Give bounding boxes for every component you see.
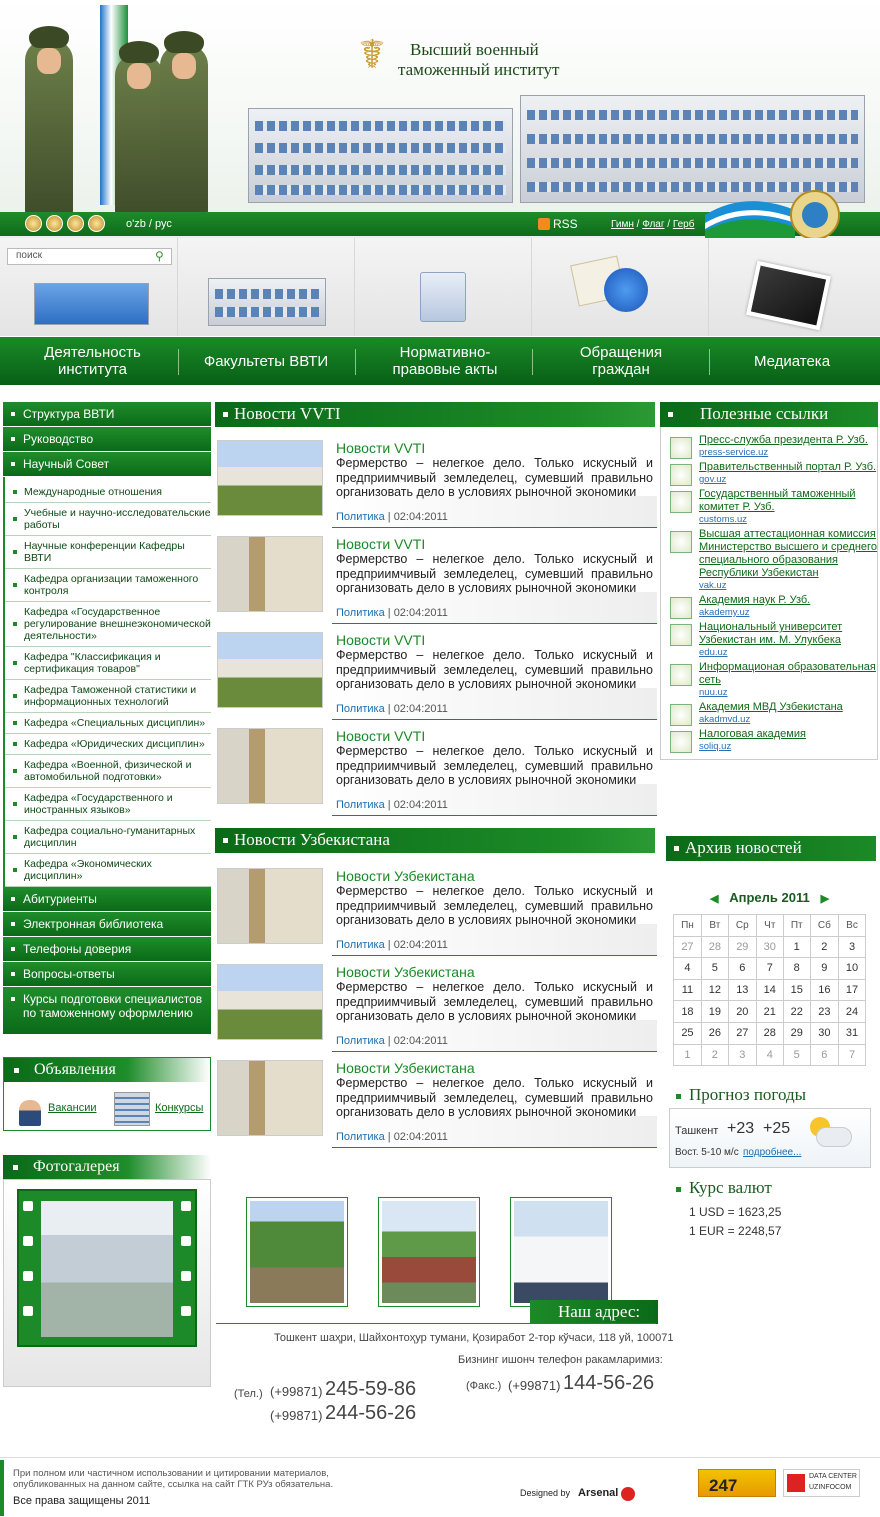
- phones-label: Бизнинг ишонч телефон ракамларимиз:: [458, 1354, 663, 1366]
- calendar-day[interactable]: 1: [783, 936, 810, 958]
- calendar-day[interactable]: 7: [839, 1044, 866, 1066]
- weather-widget: [669, 1108, 871, 1168]
- calendar-day[interactable]: 28: [756, 1022, 783, 1044]
- site-title-line1: Высший военный: [410, 40, 539, 59]
- weather-more-link[interactable]: подробнее...: [743, 1147, 802, 1158]
- media-cell: [709, 238, 880, 336]
- leftnav-sub-item[interactable]: Кафедра "Классификация и сертификация товаров": [5, 647, 211, 680]
- left-nav: [3, 402, 211, 1035]
- search-icon[interactable]: ⚲: [155, 249, 164, 263]
- calendar-header: [673, 890, 866, 914]
- news-title[interactable]: Новости Узбекистана: [336, 964, 475, 980]
- appeals-icon[interactable]: [604, 268, 648, 312]
- news-category[interactable]: Политика: [336, 607, 385, 619]
- counter-value: 247: [709, 1476, 738, 1495]
- news-uz-title: Новости Узбекистана: [215, 828, 655, 853]
- state-emblem-icon: [705, 185, 880, 238]
- leftnav-sub-item[interactable]: Кафедра «Экономических дисциплин»: [5, 854, 211, 887]
- news-thumbnail[interactable]: [217, 1060, 323, 1136]
- calendar-day[interactable]: 5: [783, 1044, 810, 1066]
- news-category[interactable]: Политика: [336, 511, 385, 523]
- main-nav: [0, 337, 880, 385]
- flag-link[interactable]: Флаг: [642, 219, 665, 230]
- contests-link[interactable]: Конкурсы: [155, 1102, 204, 1114]
- calendar-day[interactable]: 19: [701, 1001, 728, 1023]
- nav-normative[interactable]: Нормативно-правовые акты: [392, 344, 498, 378]
- calendar-day-header: Пт: [783, 915, 810, 937]
- calendar-day-header: Сб: [810, 915, 838, 937]
- news-date: 02:04:2011: [393, 799, 448, 811]
- news-date: 02:04:2011: [393, 511, 448, 523]
- calendar-day[interactable]: 20: [728, 1001, 756, 1023]
- calendar-day[interactable]: 29: [728, 936, 756, 958]
- calendar-day[interactable]: 2: [701, 1044, 728, 1066]
- designed-by: Designed by: [520, 1488, 571, 1498]
- calendar-day[interactable]: 8: [783, 958, 810, 980]
- weather-city: Ташкент: [675, 1125, 719, 1137]
- calendar-grid: [673, 914, 866, 1066]
- leftnav-sub-item[interactable]: Кафедра организации таможенного контроля: [5, 569, 211, 602]
- useful-link[interactable]: Государственный таможенный комитет Р. Узб. customs.uz: [661, 488, 877, 525]
- calendar-day[interactable]: 28: [701, 936, 728, 958]
- news-calendar: [673, 890, 866, 1066]
- calendar-day[interactable]: 4: [674, 958, 702, 980]
- icon-row: [0, 238, 880, 336]
- uzinfocom-badge[interactable]: [783, 1469, 860, 1497]
- news-thumbnail[interactable]: [217, 964, 323, 1040]
- rss-link[interactable]: RSS: [538, 217, 578, 231]
- symbols-links: Гимн / Флаг / Герб: [611, 219, 695, 230]
- counter-widget[interactable]: [698, 1469, 776, 1497]
- tel-code: (+99871): [270, 1408, 323, 1423]
- calendar-day[interactable]: 30: [810, 1022, 838, 1044]
- calendar-day-header: Вс: [839, 915, 866, 937]
- leftnav-sub-item[interactable]: Кафедра «Государственного и иностранных языков»: [5, 788, 211, 821]
- calendar-day[interactable]: 26: [701, 1022, 728, 1044]
- leftnav-faq[interactable]: Вопросы-ответы: [3, 962, 211, 987]
- calendar-day[interactable]: 4: [756, 1044, 783, 1066]
- useful-link[interactable]: Налоговая академия soliq.uz: [661, 728, 877, 752]
- datacenter-label: DATA CENTER: [809, 1473, 857, 1480]
- calendar-day[interactable]: 9: [810, 958, 838, 980]
- news-text: Фермерство – нелегкое дело. Только искусный и предприимчивый земледелец, сумевший правильно организовать дело в условиях рыночной экономики: [336, 884, 653, 927]
- faculties-icon[interactable]: [208, 278, 326, 326]
- header: [0, 0, 880, 238]
- tel-1: 245-59-86: [325, 1378, 417, 1400]
- calendar-day[interactable]: 3: [728, 1044, 756, 1066]
- news-text: Фермерство – нелегкое дело. Только искусный и предприимчивый земледелец, сумевший правильно организовать дело в условиях рыночной экономики: [336, 980, 653, 1023]
- emblem-icon: [670, 731, 692, 753]
- calendar-day[interactable]: 11: [674, 979, 702, 1001]
- calendar-day[interactable]: 18: [674, 1001, 702, 1023]
- useful-link[interactable]: Национальный университет Узбекистан им. М. Улукбека edu.uz: [661, 621, 877, 658]
- faculties-cell: [178, 238, 355, 336]
- photo-gallery: [3, 1155, 211, 1387]
- news-category[interactable]: Политика: [336, 1035, 385, 1047]
- rss-icon: [538, 218, 550, 230]
- news-thumbnail[interactable]: [217, 728, 323, 804]
- emblem-icon: [670, 437, 692, 459]
- leftnav-sub-item[interactable]: Кафедра «Специальных дисциплин»: [5, 713, 211, 734]
- calendar-day[interactable]: 7: [756, 958, 783, 980]
- calendar-day[interactable]: 29: [783, 1022, 810, 1044]
- designer-brand[interactable]: Arsenal: [578, 1487, 619, 1499]
- search-input[interactable]: поиск: [7, 248, 172, 265]
- soldiers-image: [20, 5, 200, 215]
- emblem-icon: [670, 531, 692, 553]
- leftnav-sub-item[interactable]: Кафедра Таможенной статистики и информационных технологий: [5, 680, 211, 713]
- gallery-photo-frame[interactable]: [17, 1189, 197, 1347]
- sitemap-icon[interactable]: [67, 215, 84, 232]
- news-category[interactable]: Политика: [336, 939, 385, 951]
- news-category[interactable]: Политика: [336, 703, 385, 715]
- calendar-day[interactable]: 27: [728, 1022, 756, 1044]
- activity-icon[interactable]: [34, 283, 149, 325]
- news-item[interactable]: [215, 628, 657, 720]
- news-item[interactable]: [215, 1056, 657, 1148]
- uzinfocom-logo-icon: [787, 1474, 805, 1492]
- arsenal-logo-icon: [621, 1487, 635, 1501]
- news-title[interactable]: Новости VVTI: [336, 536, 426, 552]
- calendar-day[interactable]: 17: [839, 979, 866, 1001]
- leftnav-sub-item[interactable]: Научные конференции Кафедры ВВТИ: [5, 536, 211, 569]
- search-cell: [0, 238, 178, 336]
- news-date: 02:04:2011: [393, 939, 448, 951]
- calendar-day[interactable]: 1: [674, 1044, 702, 1066]
- footer-note: При полном или частичном использовании и цитировании материалов, опубликованных на данном сайте, ссылка на сайт ГТК РУз обязательна.: [13, 1468, 334, 1490]
- news-text: Фермерство – нелегкое дело. Только искусный и предприимчивый земледелец, сумевший правильно организовать дело в условиях рыночной экономики: [336, 648, 653, 691]
- leftnav-sub-item[interactable]: Международные отношения: [5, 482, 211, 503]
- emblem-icon: [670, 464, 692, 486]
- weather-title: Прогноз погоды: [676, 1085, 806, 1105]
- calendar-day[interactable]: 21: [756, 1001, 783, 1023]
- news-date: 02:04:2011: [393, 607, 448, 619]
- news-meta: Политика | 02:04:2011: [336, 799, 448, 811]
- news-title[interactable]: Новости VVTI: [336, 440, 426, 456]
- calendar-day[interactable]: 2: [810, 936, 838, 958]
- footer-rights: Все права защищены 2011: [13, 1495, 151, 1507]
- gallery-thumbnail[interactable]: [510, 1197, 612, 1307]
- footer: [0, 1457, 880, 1517]
- news-thumbnail[interactable]: [217, 440, 323, 516]
- emblem-icon: [670, 597, 692, 619]
- nav-appeals[interactable]: Обращения граждан: [579, 344, 663, 378]
- useful-link[interactable]: Академия наук Р. Узб. akademy.uz: [661, 594, 877, 618]
- appeals-cell: [532, 238, 709, 336]
- leftnav-management[interactable]: Руководство: [3, 427, 211, 452]
- calendar-day[interactable]: 15: [783, 979, 810, 1001]
- news-text: Фермерство – нелегкое дело. Только искусный и предприимчивый земледелец, сумевший правильно организовать дело в условиях рыночной экономики: [336, 552, 653, 595]
- news-item[interactable]: [215, 436, 657, 528]
- news-vvti-title: Новости VVTI: [215, 402, 655, 427]
- next-month-icon[interactable]: ▶: [820, 893, 830, 905]
- news-meta: Политика | 02:04:2011: [336, 1035, 448, 1047]
- news-meta: Политика | 02:04:2011: [336, 939, 448, 951]
- news-title[interactable]: Новости Узбекистана: [336, 868, 475, 884]
- news-meta: Политика | 02:04:2011: [336, 1131, 448, 1143]
- contacts-icon[interactable]: [88, 215, 105, 232]
- news-item[interactable]: [215, 960, 657, 1052]
- calendar-day[interactable]: 31: [839, 1022, 866, 1044]
- address-line: Тошкент шаҳри, Шайхонтоҳур тумани, Қозиработ 2-тор кўчаси, 118 уй, 100071: [274, 1332, 674, 1344]
- news-text: Фермерство – нелегкое дело. Только искусный и предприимчивый земледелец, сумевший правильно организовать дело в условиях рыночной экономики: [336, 456, 653, 499]
- calendar-day[interactable]: 23: [810, 1001, 838, 1023]
- news-title[interactable]: Новости Узбекистана: [336, 1060, 475, 1076]
- useful-link[interactable]: Академия МВД Узбекистана akadmvd.uz: [661, 701, 877, 725]
- currency-title: Курс валют: [676, 1178, 772, 1198]
- right-column: [660, 402, 880, 760]
- news-title[interactable]: Новости VVTI: [336, 632, 426, 648]
- emblem-link[interactable]: Герб: [672, 219, 695, 230]
- calendar-day[interactable]: 24: [839, 1001, 866, 1023]
- weather-temp-night: +25: [763, 1120, 791, 1137]
- documents-icon[interactable]: [420, 272, 466, 322]
- news-meta: Политика | 02:04:2011: [336, 607, 448, 619]
- currency-usd: 1 USD = 1623,25: [689, 1205, 782, 1219]
- emblem-icon: [670, 704, 692, 726]
- useful-links-title: Полезные ссылки: [660, 402, 878, 427]
- news-text: Фермерство – нелегкое дело. Только искусный и предприимчивый земледелец, сумевший правильно организовать дело в условиях рыночной экономики: [336, 1076, 653, 1119]
- calendar-day[interactable]: 5: [701, 958, 728, 980]
- news-date: 02:04:2011: [393, 1035, 448, 1047]
- gallery-thumbnail[interactable]: [378, 1197, 480, 1307]
- calendar-day[interactable]: 12: [701, 979, 728, 1001]
- cloudy-sun-icon: [810, 1117, 854, 1151]
- news-text: Фермерство – нелегкое дело. Только искусный и предприимчивый земледелец, сумевший правильно организовать дело в условиях рыночной экономики: [336, 744, 653, 787]
- nav-faculties[interactable]: Факультеты ВВТИ: [203, 352, 329, 370]
- leftnav-sub-item[interactable]: Кафедра «Военной, физической и автомобильной подготовки»: [5, 755, 211, 788]
- calendar-day[interactable]: 3: [839, 936, 866, 958]
- leftnav-sub-item[interactable]: Кафедра «Государственное регулирование внешнеэкономической деятельности»: [5, 602, 211, 647]
- weather-wind: Вост. 5-10 м/с: [675, 1147, 739, 1158]
- language-switch[interactable]: o'zb / рус: [126, 218, 172, 230]
- calendar-day[interactable]: 13: [728, 979, 756, 1001]
- tel-label: (Тел.): [234, 1388, 263, 1400]
- calendar-day-header: Ср: [728, 915, 756, 937]
- emblem-icon: [670, 491, 692, 513]
- news-item[interactable]: [215, 532, 657, 624]
- news-category[interactable]: Политика: [336, 1131, 385, 1143]
- gallery-photo: [41, 1201, 173, 1337]
- useful-link[interactable]: Пресс-служба президента Р. Узб. press-service.uz: [661, 434, 877, 458]
- fax-label: (Факс.): [466, 1380, 502, 1392]
- address-title: Наш адрес:: [530, 1300, 658, 1324]
- tel-2: 244-56-26: [325, 1402, 417, 1424]
- leftnav-sub-item[interactable]: Кафедра «Юридических дисциплин»: [5, 734, 211, 755]
- calendar-day-header: Пн: [674, 915, 702, 937]
- news-date: 02:04:2011: [393, 703, 448, 715]
- announcements-title: Объявления: [4, 1058, 210, 1082]
- fax-number: 144-56-26: [563, 1372, 655, 1394]
- leftnav-science-council[interactable]: Научный Совет: [3, 452, 211, 477]
- news-item[interactable]: [215, 724, 657, 816]
- announcements-box: [3, 1057, 211, 1131]
- useful-link[interactable]: Высшая аттестационная комиссия Министерство высшего и среднего специального образования Республики Узбекистан vak.uz: [661, 528, 877, 591]
- building-image-left: [248, 108, 513, 203]
- mail-icon[interactable]: [46, 215, 63, 232]
- currency-eur: 1 EUR = 2248,57: [689, 1224, 782, 1238]
- media-icon[interactable]: [746, 261, 831, 330]
- calendar-day-header: Вт: [701, 915, 728, 937]
- caduceus-icon: ☤: [358, 33, 386, 77]
- site-title-line2: таможенный институт: [398, 60, 560, 79]
- weather-temp-day: +23: [727, 1120, 755, 1137]
- fax-code: (+99871): [508, 1378, 561, 1393]
- emblem-icon: [670, 624, 692, 646]
- news-item[interactable]: [215, 864, 657, 956]
- leftnav-sub-item[interactable]: Кафедра социально-гуманитарных дисциплин: [5, 821, 211, 854]
- docs-cell: [355, 238, 532, 336]
- home-icon[interactable]: [25, 215, 42, 232]
- leftnav-library[interactable]: Электронная библиотека: [3, 912, 211, 937]
- news-category[interactable]: Политика: [336, 799, 385, 811]
- useful-link[interactable]: Информационая образовательная сеть nuu.uz: [661, 661, 877, 698]
- news-thumbnail[interactable]: [217, 632, 323, 708]
- uzinfocom-label: UZINFOCOM: [809, 1484, 852, 1491]
- leftnav-courses[interactable]: Курсы подготовки специалистов по таможенному оформлению: [3, 987, 211, 1035]
- calendar-day[interactable]: 10: [839, 958, 866, 980]
- calendar-day[interactable]: 27: [674, 936, 702, 958]
- calendar-month: Апрель 2011: [729, 890, 810, 905]
- nav-activity[interactable]: Деятельность института: [44, 344, 141, 378]
- leftnav-structure[interactable]: Структура ВВТИ: [3, 402, 211, 427]
- useful-link[interactable]: Правительственный портал Р. Узб. gov.uz: [661, 461, 877, 485]
- calendar-day[interactable]: 22: [783, 1001, 810, 1023]
- leftnav-applicants[interactable]: Абитуриенты: [3, 887, 211, 912]
- nav-media[interactable]: Медиатека: [753, 352, 831, 370]
- leftnav-sub-item[interactable]: Учебные и научно-исследовательские работы: [5, 503, 211, 536]
- calendar-day[interactable]: 6: [728, 958, 756, 980]
- news-date: 02:04:2011: [393, 1131, 448, 1143]
- news-meta: Политика | 02:04:2011: [336, 511, 448, 523]
- anthem-link[interactable]: Гимн: [611, 219, 634, 230]
- archive-title: Архив новостей: [666, 836, 876, 861]
- calendar-day[interactable]: 30: [756, 936, 783, 958]
- calendar-day[interactable]: 16: [810, 979, 838, 1001]
- news-thumbnail[interactable]: [217, 868, 323, 944]
- prev-month-icon[interactable]: ◀: [709, 893, 719, 905]
- calendar-day[interactable]: 6: [810, 1044, 838, 1066]
- calendar-day[interactable]: 25: [674, 1022, 702, 1044]
- news-thumbnail[interactable]: [217, 536, 323, 612]
- vacancies-link[interactable]: Вакансии: [48, 1102, 97, 1114]
- tel-code: (+99871): [270, 1384, 323, 1399]
- emblem-icon: [670, 664, 692, 686]
- calendar-day-header: Чт: [756, 915, 783, 937]
- calendar-day[interactable]: 14: [756, 979, 783, 1001]
- vacancies-icon: [19, 1100, 41, 1126]
- news-title[interactable]: Новости VVTI: [336, 728, 426, 744]
- gallery-thumbnail[interactable]: [246, 1197, 348, 1307]
- gallery-title: Фотогалерея: [3, 1155, 211, 1179]
- contests-icon: [114, 1092, 150, 1126]
- news-meta: Политика | 02:04:2011: [336, 703, 448, 715]
- leftnav-hotline[interactable]: Телефоны доверия: [3, 937, 211, 962]
